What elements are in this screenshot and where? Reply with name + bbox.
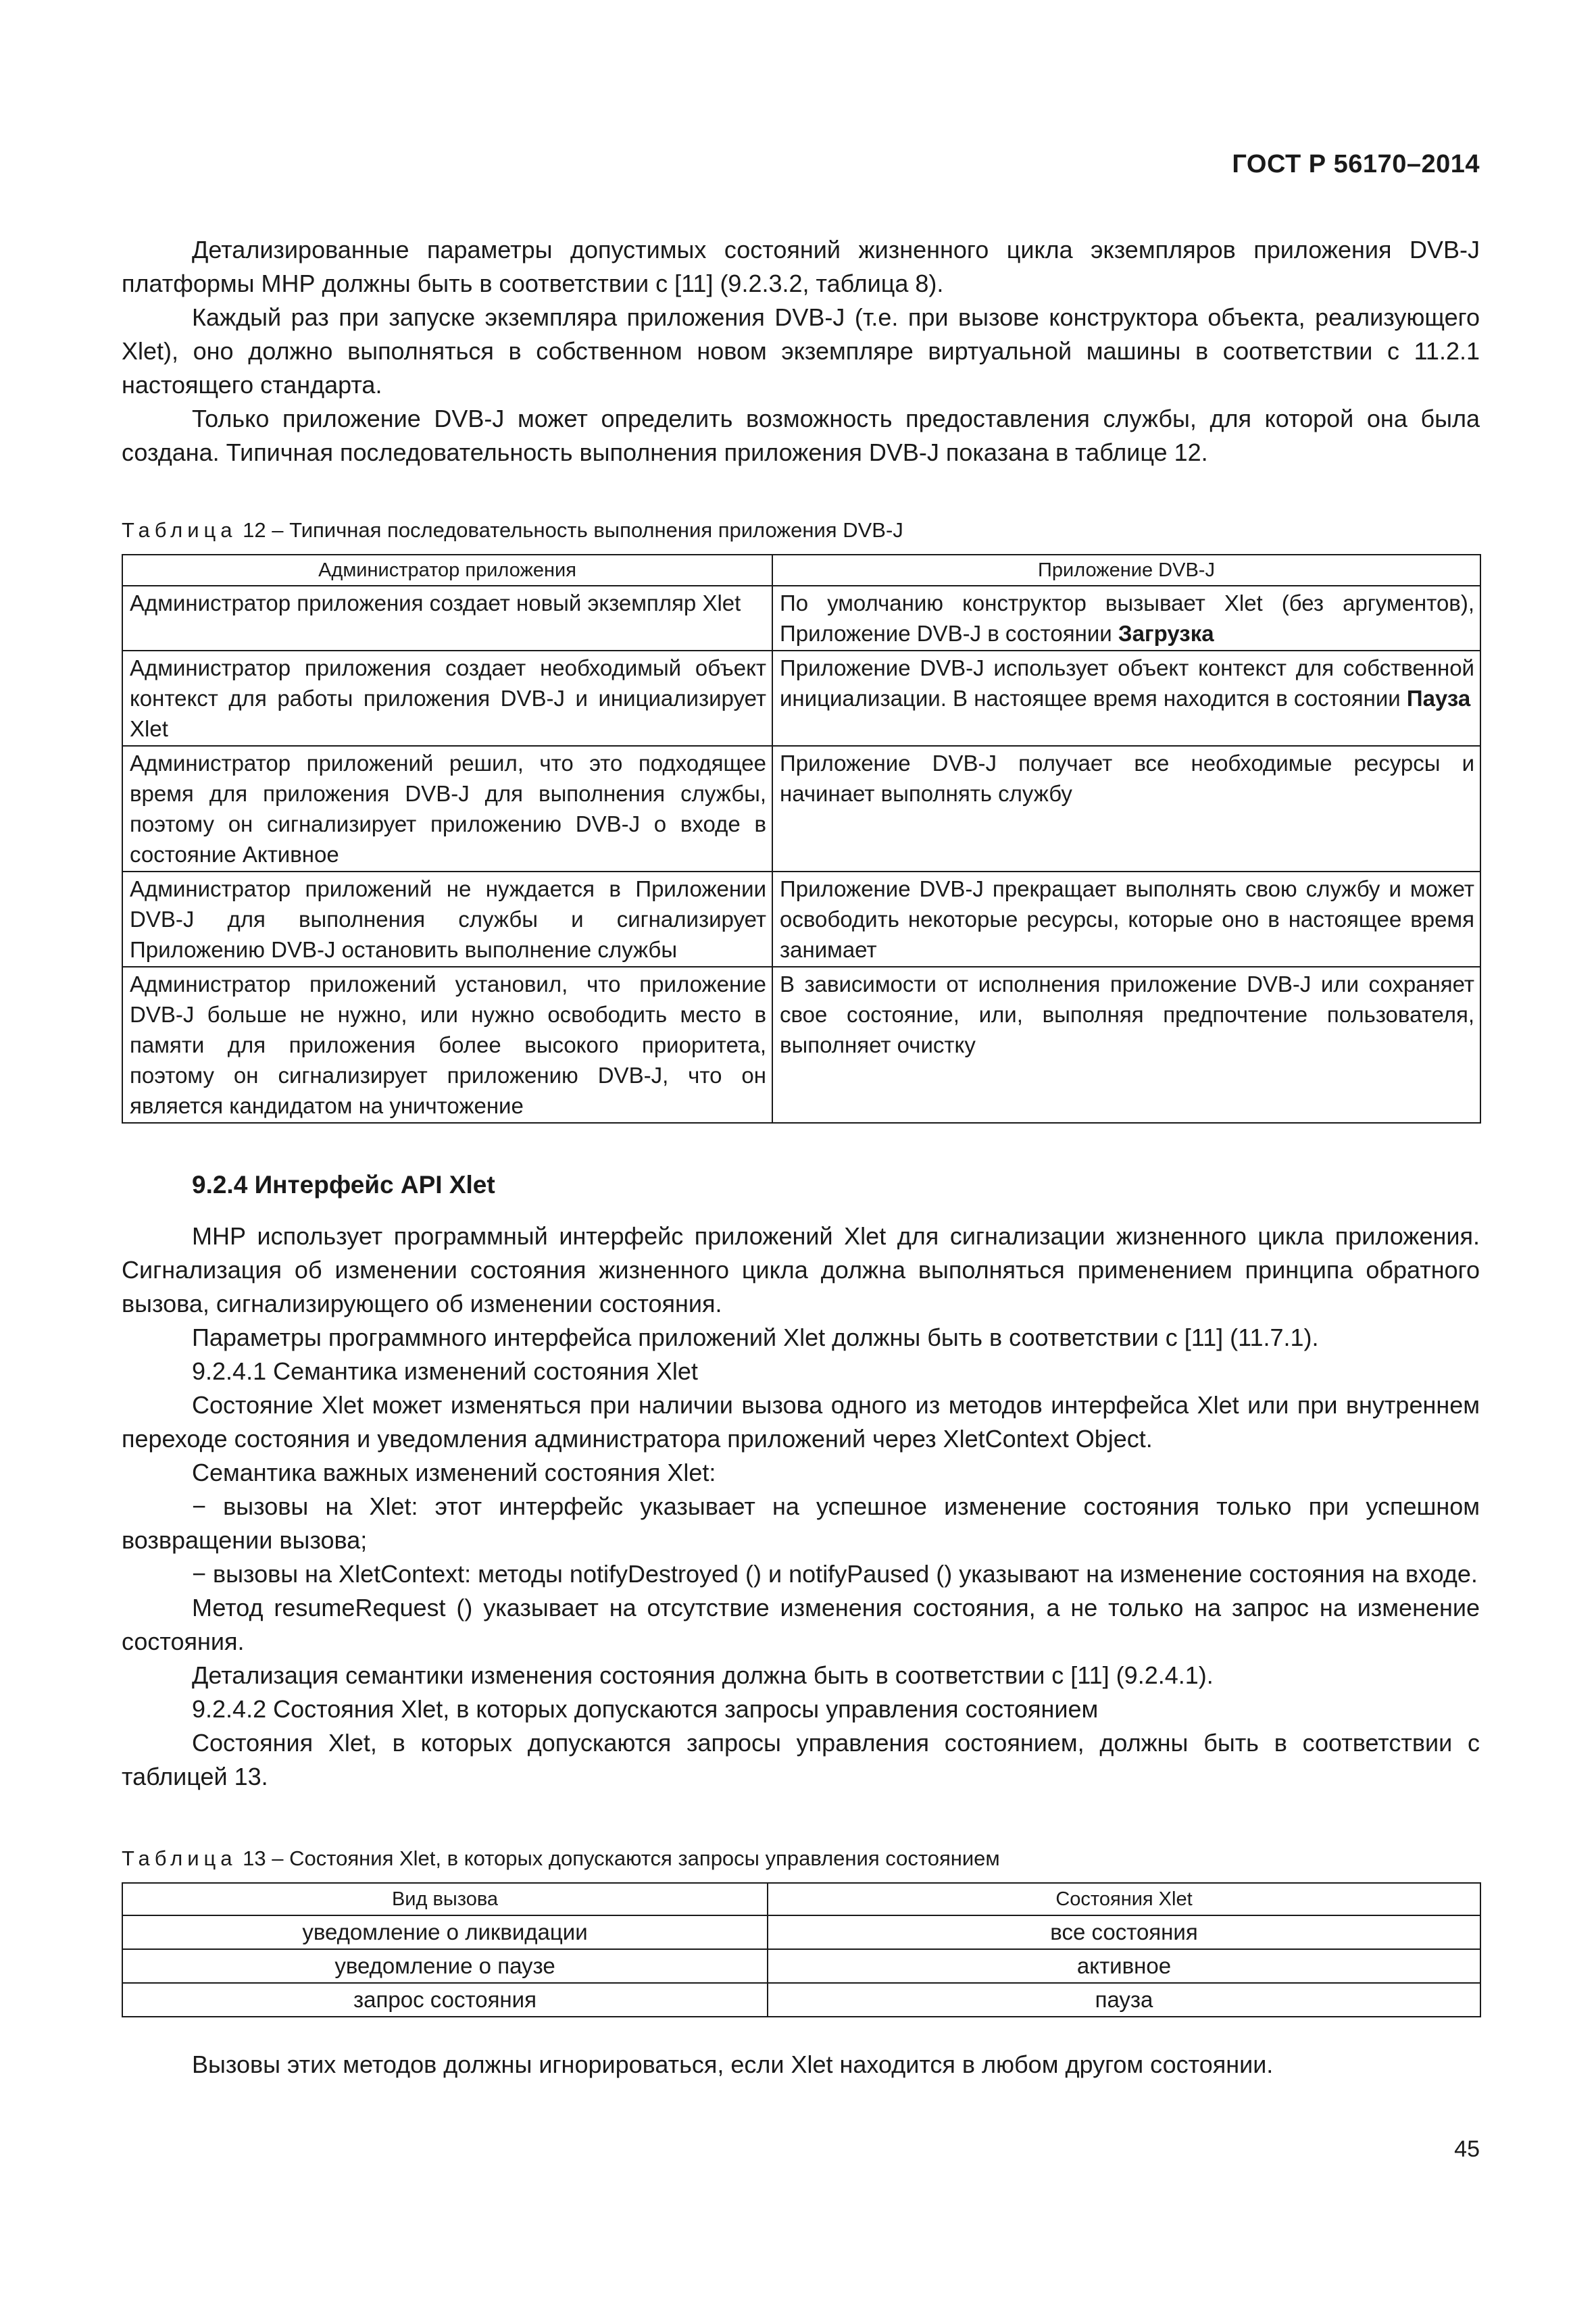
table-cell: уведомление о паузе — [122, 1949, 768, 1983]
paragraph: Состояния Xlet, в которых допускаются запросы управления состоянием, должны быть в соответствии с таблицей 13. — [122, 1729, 1480, 1790]
table-cell: все состояния — [768, 1915, 1480, 1949]
table-cell: Приложение DVB-J получает все необходимые ресурсы и начинает выполнять службу — [772, 746, 1480, 872]
table-cell: Администратор приложения создает новый экземпляр Xlet — [122, 586, 772, 651]
table-row — [122, 1915, 1480, 1949]
column-header: Приложение DVB-J — [772, 555, 1480, 586]
paragraph: Детализация семантики изменения состояния должна быть в соответствии с [11] (9.2.4.1). — [192, 1661, 1214, 1689]
table-13-caption — [122, 1845, 1000, 1872]
paragraph: Каждый раз при запуске экземпляра приложения DVB-J (т.е. при вызове конструктора объекта, реализующего Xlet), оно должно выполняться в собственном новом экземпляре виртуальной машины в соответствии с 11.2.1 настоящего стандарта. — [122, 303, 1480, 399]
table-12 — [122, 554, 1481, 1124]
table-cell: Администратор приложений не нуждается в Приложении DVB-J для выполнения службы и сигнализирует Приложению DVB-J остановить выполнение службы — [122, 872, 772, 967]
paragraph: Семантика важных изменений состояния Xlet: — [192, 1459, 716, 1486]
table-row — [122, 967, 1480, 1123]
table-cell: Администратор приложения создает необходимый объект контекст для работы приложения DVB-J и инициализирует Xlet — [122, 651, 772, 746]
table-cell — [772, 586, 1480, 651]
paragraph: Параметры программного интерфейса приложений Xlet должны быть в соответствии с [11] (11.7.1). — [192, 1324, 1319, 1351]
column-header: Администратор приложения — [122, 555, 772, 586]
list-item: − вызовы на Xlet: этот интерфейс указывает на успешное изменение состояния только при успешном возвращении вызова; — [122, 1492, 1480, 1554]
table-row — [122, 1949, 1480, 1983]
section-heading: 9.2.4 Интерфейс API Xlet — [192, 1171, 495, 1199]
table-12-caption — [122, 517, 903, 544]
caption-text: 12 – Типичная последовательность выполнения приложения DVB-J — [236, 518, 903, 542]
table-cell: В зависимости от исполнения приложение DVB-J или сохраняет свое состояние, или, выполняя предпочтение пользователя, выполняет очистку — [772, 967, 1480, 1123]
table-cell: Администратор приложений решил, что это подходящее время для приложения DVB-J для выполнения службы, поэтому он сигнализирует приложению DVB-J о входе в состояние Активное — [122, 746, 772, 872]
table-row — [122, 651, 1480, 746]
table-row — [122, 586, 1480, 651]
document-id-header: ГОСТ Р 56170–2014 — [1232, 150, 1480, 178]
column-header: Вид вызова — [122, 1883, 768, 1915]
caption-label: Таблица — [122, 1846, 237, 1870]
table-row — [122, 872, 1480, 967]
state-name: Загрузка — [1118, 621, 1214, 646]
subsection-heading: 9.2.4.2 Состояния Xlet, в которых допускаются запросы управления состоянием — [192, 1695, 1099, 1723]
paragraph: Метод resumeRequest () указывает на отсутствие изменения состояния, а не только на запрос на изменение состояния. — [122, 1594, 1480, 1655]
table-13 — [122, 1882, 1481, 2017]
cell-text: По умолчанию конструктор вызывает Xlet (без аргументов), Приложение DVB-J в состоянии — [780, 590, 1474, 646]
paragraph: Состояние Xlet может изменяться при наличии вызова одного из методов интерфейса Xlet или при внутреннем переходе состояния и уведомления администратора приложений через XletContext Object. — [122, 1391, 1480, 1453]
state-name: Пауза — [1406, 686, 1471, 711]
table-cell: пауза — [768, 1983, 1480, 2017]
column-header: Состояния Xlet — [768, 1883, 1480, 1915]
list-item: − вызовы на XletContext: методы notifyDestroyed () и notifyPaused () указывают на изменение состояния на входе. — [192, 1560, 1478, 1588]
caption-label: Таблица — [122, 518, 237, 542]
table-header-row — [122, 1883, 1480, 1915]
table-cell: запрос состояния — [122, 1983, 768, 2017]
table-row — [122, 746, 1480, 872]
table-cell: уведомление о ликвидации — [122, 1915, 768, 1949]
paragraph: МНР использует программный интерфейс приложений Xlet для сигнализации жизненного цикла приложения. Сигнализация об изменении состояния жизненного цикла должна выполняться применением принципа обратного вызова, сигнализирующего об изменении состояния. — [122, 1222, 1480, 1317]
table-cell: Администратор приложений установил, что приложение DVB-J больше не нужно, или нужно освободить место в памяти для приложения более высокого приоритета, поэтому он сигнализирует приложению DVB-J, что он является кандидатом на уничтожение — [122, 967, 772, 1123]
subsection-heading: 9.2.4.1 Семантика изменений состояния Xlet — [192, 1357, 698, 1385]
caption-text: 13 – Состояния Xlet, в которых допускаются запросы управления состоянием — [236, 1846, 1000, 1870]
table-cell — [772, 651, 1480, 746]
intro-text — [122, 233, 1480, 470]
table-header-row — [122, 555, 1480, 586]
table-cell: активное — [768, 1949, 1480, 1983]
paragraph: Только приложение DVB-J может определить возможность предоставления службы, для которой она была создана. Типичная последовательность выполнения приложения DVB-J показана в таблице 12. — [122, 405, 1480, 466]
paragraph: Детализированные параметры допустимых состояний жизненного цикла экземпляров приложения DVB-J платформы МНР должны быть в соответствии с [11] (9.2.3.2, таблица 8). — [122, 236, 1480, 297]
table-cell: Приложение DVB-J прекращает выполнять свою службу и может освободить некоторые ресурсы, которые оно в настоящее время занимает — [772, 872, 1480, 967]
cell-text: Приложение DVB-J использует объект контекст для собственной инициализации. В настоящее время находится в состоянии — [780, 655, 1474, 711]
section-body — [122, 1219, 1480, 1794]
table-row — [122, 1983, 1480, 2017]
paragraph: Вызовы этих методов должны игнорироваться, если Xlet находится в любом другом состоянии. — [192, 2051, 1274, 2078]
page-number: 45 — [1454, 2136, 1480, 2162]
